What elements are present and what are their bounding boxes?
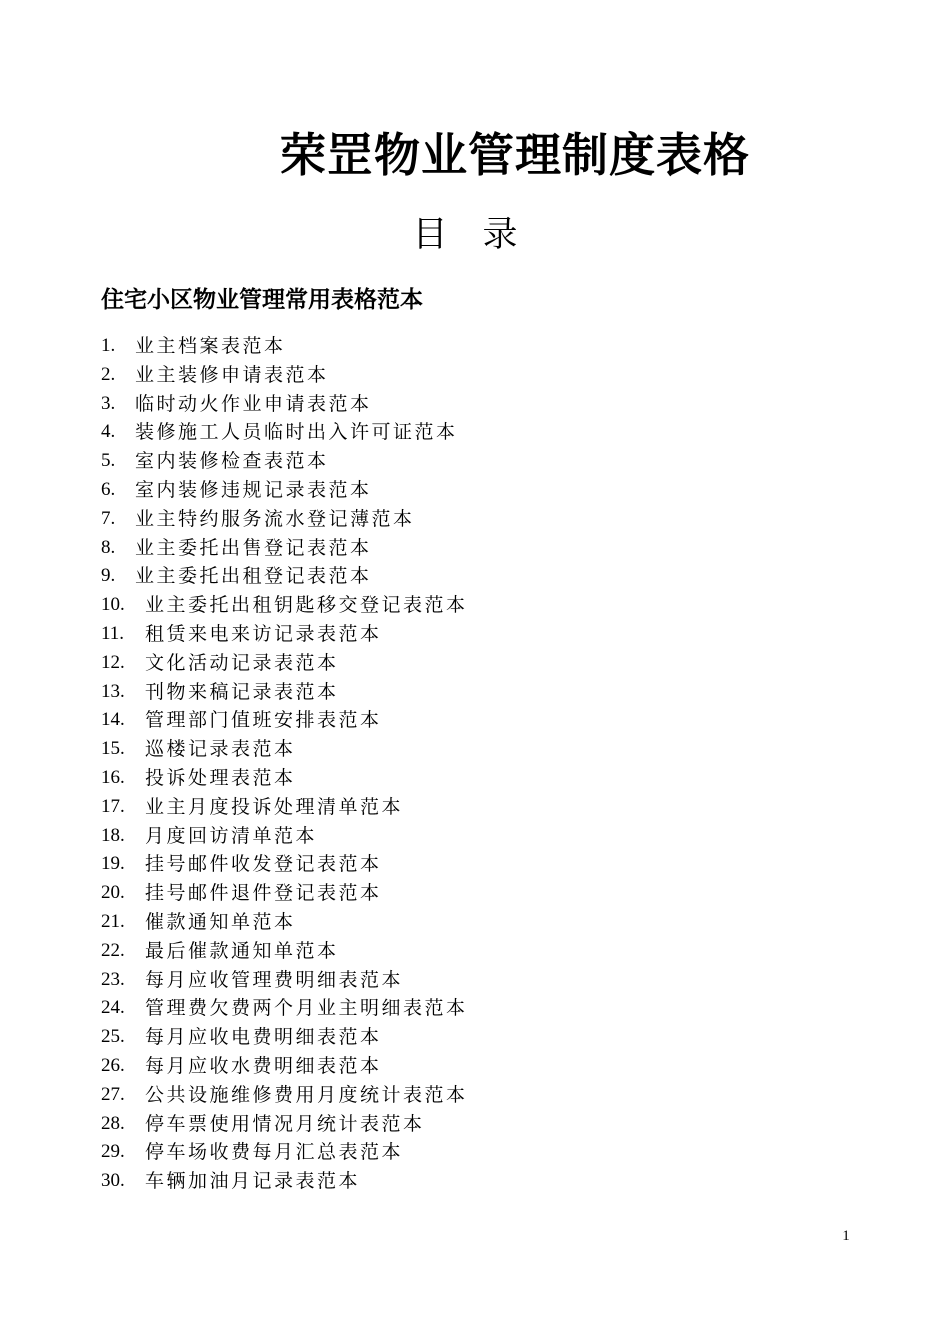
toc-item-number: 14. — [101, 709, 125, 731]
toc-item-number: 8. — [101, 536, 116, 558]
toc-item-text: 停车场收费每月汇总表范本 — [145, 1141, 404, 1164]
toc-item-number: 4. — [101, 421, 116, 443]
toc-item — [101, 994, 468, 1023]
toc-item-number: 7. — [101, 507, 116, 529]
toc-item-text: 月度回访清单范本 — [145, 824, 318, 847]
toc-item-number: 28. — [101, 1112, 125, 1134]
toc-item — [101, 505, 468, 534]
toc-item-text: 催款通知单范本 — [145, 910, 296, 933]
toc-item-text: 公共设施维修费用月度统计表范本 — [145, 1083, 468, 1106]
toc-item — [101, 850, 468, 879]
toc-item-text: 业主装修申请表范本 — [135, 363, 329, 386]
toc-item — [101, 793, 468, 822]
toc-item — [101, 879, 468, 908]
toc-item — [101, 908, 468, 937]
toc-item — [101, 1138, 468, 1167]
toc-item-text: 投诉处理表范本 — [145, 766, 296, 789]
toc-item — [101, 591, 468, 620]
toc-item — [101, 447, 468, 476]
toc-item — [101, 1167, 468, 1196]
toc-item-number: 18. — [101, 824, 125, 846]
document-title: 荣罡物业管理制度表格 — [280, 128, 750, 182]
toc-item-text: 挂号邮件退件登记表范本 — [145, 882, 382, 905]
toc-item-number: 6. — [101, 478, 116, 500]
toc-item-number: 26. — [101, 1054, 125, 1076]
toc-item-number: 24. — [101, 997, 125, 1019]
toc-item-number: 29. — [101, 1141, 125, 1163]
toc-item-number: 2. — [101, 363, 116, 385]
toc-item-number: 20. — [101, 882, 125, 904]
toc-item-number: 22. — [101, 939, 125, 961]
toc-heading: 目 录 — [412, 215, 518, 255]
toc-item-text: 业主特约服务流水登记薄范本 — [135, 507, 415, 530]
toc-item-number: 23. — [101, 968, 125, 990]
toc-item-number: 5. — [101, 450, 116, 472]
toc-item-number: 1. — [101, 335, 116, 356]
toc-item-text: 每月应收管理费明细表范本 — [145, 968, 404, 991]
toc-item-text: 巡楼记录表范本 — [145, 738, 296, 761]
toc-item — [101, 534, 468, 563]
toc-item-text: 挂号邮件收发登记表范本 — [145, 853, 382, 876]
page-number: 1 — [842, 1228, 850, 1244]
toc-item — [101, 706, 468, 735]
toc-item-text: 文化活动记录表范本 — [145, 651, 339, 674]
toc-item-text: 每月应收水费明细表范本 — [145, 1054, 382, 1077]
toc-item-text: 装修施工人员临时出入许可证范本 — [135, 421, 458, 444]
toc-item-text: 业主委托出售登记表范本 — [135, 536, 372, 559]
toc-item-number: 15. — [101, 738, 125, 760]
toc-item — [101, 1052, 468, 1081]
toc-item-text: 停车票使用情况月统计表范本 — [145, 1112, 425, 1135]
toc-item-text: 最后催款通知单范本 — [145, 939, 339, 962]
toc-item-text: 刊物来稿记录表范本 — [145, 680, 339, 703]
toc-item-text: 业主档案表范本 — [135, 335, 286, 357]
toc-item-number: 12. — [101, 651, 125, 673]
toc-item — [101, 1023, 468, 1052]
toc-item-text: 室内装修检查表范本 — [135, 450, 329, 473]
toc-item-number: 3. — [101, 392, 116, 414]
toc-item — [101, 1110, 468, 1139]
toc-item — [101, 620, 468, 649]
toc-item-number: 21. — [101, 910, 125, 932]
toc-item-number: 11. — [101, 622, 125, 644]
toc-item-text: 租赁来电来访记录表范本 — [145, 622, 382, 645]
toc-item-number: 30. — [101, 1170, 125, 1192]
toc-item-number: 9. — [101, 565, 116, 587]
toc-item-number: 27. — [101, 1083, 125, 1105]
toc-item — [101, 562, 468, 591]
toc-item-text: 管理费欠费两个月业主明细表范本 — [145, 997, 468, 1020]
toc-item-text: 临时动火作业申请表范本 — [135, 392, 372, 415]
toc-item — [101, 822, 468, 851]
toc-item-text: 车辆加油月记录表范本 — [145, 1170, 361, 1193]
toc-item-number: 10. — [101, 594, 125, 616]
toc-item — [101, 418, 468, 447]
section-heading: 住宅小区物业管理常用表格范本 — [101, 286, 423, 313]
toc-item-text: 业主委托出租登记表范本 — [135, 565, 372, 588]
toc-item — [101, 649, 468, 678]
toc-item — [101, 735, 468, 764]
toc-item — [101, 332, 468, 361]
toc-item — [101, 476, 468, 505]
toc-item-number: 16. — [101, 766, 125, 788]
toc-item — [101, 966, 468, 995]
toc-item-text: 管理部门值班安排表范本 — [145, 709, 382, 732]
toc-item-number: 19. — [101, 853, 125, 875]
toc-item-number: 17. — [101, 795, 125, 817]
toc-item — [101, 678, 468, 707]
toc-item — [101, 937, 468, 966]
toc-list — [101, 332, 468, 1196]
toc-item-text: 业主月度投诉处理清单范本 — [145, 795, 404, 818]
toc-item-text: 每月应收电费明细表范本 — [145, 1026, 382, 1049]
toc-item-number: 25. — [101, 1026, 125, 1048]
toc-item — [101, 764, 468, 793]
toc-item — [101, 1081, 468, 1110]
toc-item — [101, 390, 468, 419]
toc-item-text: 室内装修违规记录表范本 — [135, 478, 372, 501]
toc-item — [101, 361, 468, 390]
toc-item-number: 13. — [101, 680, 125, 702]
toc-item-text: 业主委托出租钥匙移交登记表范本 — [145, 594, 468, 617]
